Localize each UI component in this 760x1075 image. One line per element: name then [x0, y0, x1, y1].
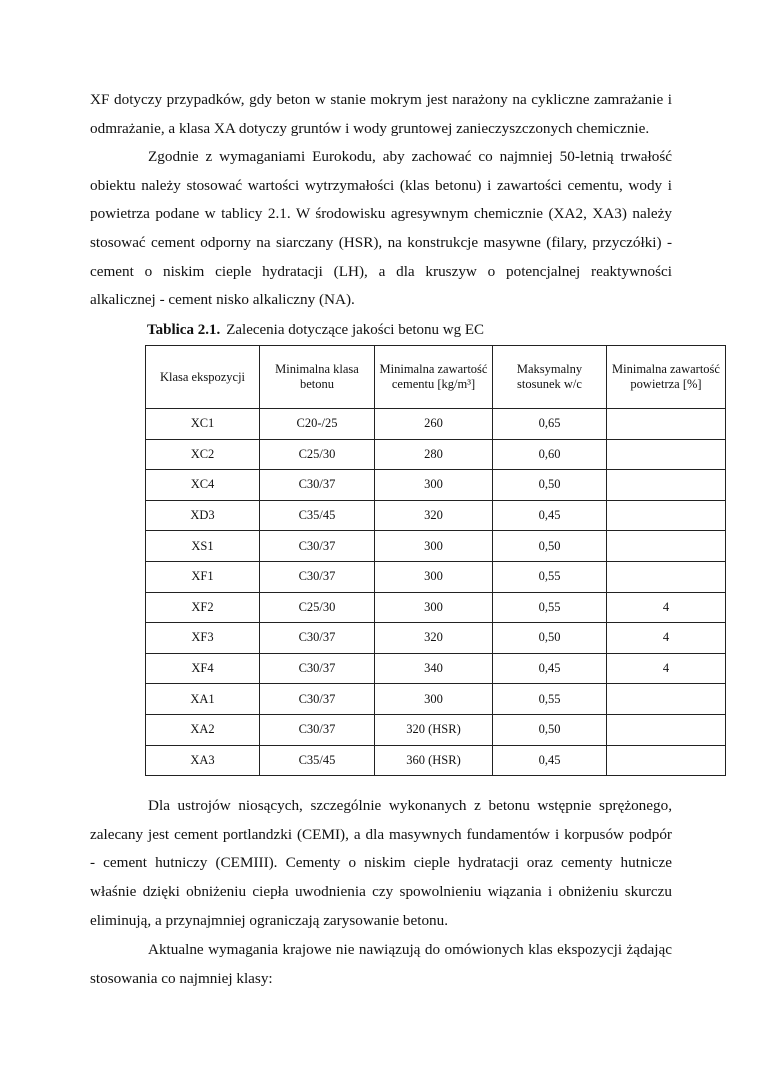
cell-air-content — [607, 500, 726, 531]
cell-concrete-class: C30/37 — [260, 470, 375, 501]
text-line: zalecany jest cement portlandzki (CEMI), a dla masywnych fundamentów i korpusów podpór — [90, 825, 672, 843]
cell-exposure-class: XA1 — [146, 684, 260, 715]
cell-wc-ratio: 0,50 — [493, 470, 607, 501]
cell-cement-content: 320 (HSR) — [375, 714, 493, 745]
paragraph-4 — [90, 936, 672, 993]
cell-cement-content: 300 — [375, 531, 493, 562]
cell-wc-ratio: 0,50 — [493, 623, 607, 654]
cell-cement-content: 340 — [375, 653, 493, 684]
table-caption — [147, 322, 484, 339]
cell-air-content — [607, 531, 726, 562]
table-row — [146, 561, 726, 592]
text-line: właśnie dzięki obniżeniu ciepła uwodnienia czy spowolnieniu wiązania i obniżeniu skurczu — [90, 883, 672, 901]
cell-concrete-class: C30/37 — [260, 623, 375, 654]
header-min-concrete-class: Minimalna klasa betonu — [260, 346, 375, 409]
concrete-quality-table — [145, 345, 726, 776]
text-line: Zgodnie z wymaganiami Eurokodu, aby zachować co najmniej 50-letnią trwałość — [148, 148, 672, 165]
cell-exposure-class: XA3 — [146, 745, 260, 776]
cell-wc-ratio: 0,45 — [493, 653, 607, 684]
cell-wc-ratio: 0,50 — [493, 714, 607, 745]
cell-wc-ratio: 0,45 — [493, 745, 607, 776]
cell-air-content — [607, 439, 726, 470]
cell-air-content: 4 — [607, 653, 726, 684]
table-row — [146, 684, 726, 715]
table-caption-label: Tablica 2.1. — [147, 322, 221, 338]
cell-cement-content: 300 — [375, 592, 493, 623]
header-min-air-content: Minimalna zawartość powietrza [%] — [607, 346, 726, 409]
cell-cement-content: 320 — [375, 623, 493, 654]
cell-concrete-class: C35/45 — [260, 745, 375, 776]
text-line: XF dotyczy przypadków, gdy beton w stanie mokrym jest narażony na cykliczne zamrażanie i — [90, 91, 672, 108]
text-line: obiektu należy stosować wartości wytrzymałości (klas betonu) i zawartości cementu, wody i — [90, 176, 672, 194]
cell-wc-ratio: 0,65 — [493, 409, 607, 440]
cell-concrete-class: C30/37 — [260, 684, 375, 715]
cell-air-content — [607, 561, 726, 592]
cell-air-content — [607, 684, 726, 715]
table-row — [146, 653, 726, 684]
table-row — [146, 409, 726, 440]
cell-wc-ratio: 0,55 — [493, 561, 607, 592]
cell-concrete-class: C30/37 — [260, 714, 375, 745]
table-row — [146, 592, 726, 623]
cell-air-content — [607, 714, 726, 745]
cell-exposure-class: XF1 — [146, 561, 260, 592]
cell-cement-content: 360 (HSR) — [375, 745, 493, 776]
text-line: eliminują, a przynajmniej ograniczają zarysowanie betonu. — [90, 911, 449, 929]
cell-exposure-class: XC1 — [146, 409, 260, 440]
cell-concrete-class: C25/30 — [260, 439, 375, 470]
cell-cement-content: 320 — [375, 500, 493, 531]
text-line: Dla ustrojów niosących, szczególnie wykonanych z betonu wstępnie sprężonego, — [148, 797, 672, 814]
cell-wc-ratio: 0,55 — [493, 684, 607, 715]
table-row — [146, 439, 726, 470]
cell-cement-content: 300 — [375, 561, 493, 592]
cell-air-content — [607, 745, 726, 776]
table-row — [146, 500, 726, 531]
text-line: alkalicznej - cement nisko alkaliczny (NA). — [90, 291, 355, 309]
cell-air-content — [607, 409, 726, 440]
cell-cement-content: 280 — [375, 439, 493, 470]
paragraph-3 — [90, 792, 672, 935]
header-min-cement-content: Minimalna zawartość cementu [kg/m³] — [375, 346, 493, 409]
cell-wc-ratio: 0,55 — [493, 592, 607, 623]
paragraph-1 — [90, 86, 672, 143]
table-caption-text: Zalecenia dotyczące jakości betonu wg EC — [226, 322, 485, 338]
cell-concrete-class: C25/30 — [260, 592, 375, 623]
cell-wc-ratio: 0,45 — [493, 500, 607, 531]
cell-cement-content: 300 — [375, 470, 493, 501]
cell-air-content: 4 — [607, 623, 726, 654]
cell-wc-ratio: 0,60 — [493, 439, 607, 470]
text-line: powietrza podane w tablicy 2.1. W środowisku agresywnym chemicznie (XA2, XA3) należy — [90, 205, 672, 223]
table-row — [146, 745, 726, 776]
cell-air-content: 4 — [607, 592, 726, 623]
text-line: Aktualne wymagania krajowe nie nawiązują do omówionych klas ekspozycji żądając — [148, 941, 672, 958]
cell-exposure-class: XF4 — [146, 653, 260, 684]
cell-exposure-class: XD3 — [146, 500, 260, 531]
text-line: stosowania co najmniej klasy: — [90, 969, 273, 987]
table-row — [146, 531, 726, 562]
cell-wc-ratio: 0,50 — [493, 531, 607, 562]
cell-exposure-class: XC2 — [146, 439, 260, 470]
paragraph-2 — [90, 143, 672, 315]
cell-cement-content: 300 — [375, 684, 493, 715]
cell-exposure-class: XA2 — [146, 714, 260, 745]
header-max-wc-ratio: Maksymalny stosunek w/c — [493, 346, 607, 409]
table-row — [146, 714, 726, 745]
cell-concrete-class: C35/45 — [260, 500, 375, 531]
header-exposure-class: Klasa ekspozycji — [146, 346, 260, 409]
cell-concrete-class: C30/37 — [260, 561, 375, 592]
text-line: cement o niskim cieple hydratacji (LH), a dla kruszyw o potencjalnej reaktywności — [90, 262, 672, 280]
text-line: - cement hutniczy (CEMIII). Cementy o niskim cieple hydratacji oraz cementy hutnicze — [90, 854, 672, 872]
cell-exposure-class: XF2 — [146, 592, 260, 623]
text-line: stosować cement odporny na siarczany (HSR), na konstrukcje masywne (filary, przyczółki) - — [90, 234, 672, 252]
cell-exposure-class: XC4 — [146, 470, 260, 501]
table-header-row — [146, 346, 726, 409]
cell-cement-content: 260 — [375, 409, 493, 440]
cell-exposure-class: XS1 — [146, 531, 260, 562]
table-row — [146, 623, 726, 654]
cell-air-content — [607, 470, 726, 501]
text-line: odmrażanie, a klasa XA dotyczy gruntów i wody gruntowej zanieczyszczonych chemicznie. — [90, 119, 650, 137]
table-row — [146, 470, 726, 501]
cell-concrete-class: C30/37 — [260, 531, 375, 562]
cell-concrete-class: C30/37 — [260, 653, 375, 684]
cell-exposure-class: XF3 — [146, 623, 260, 654]
cell-concrete-class: C20-/25 — [260, 409, 375, 440]
